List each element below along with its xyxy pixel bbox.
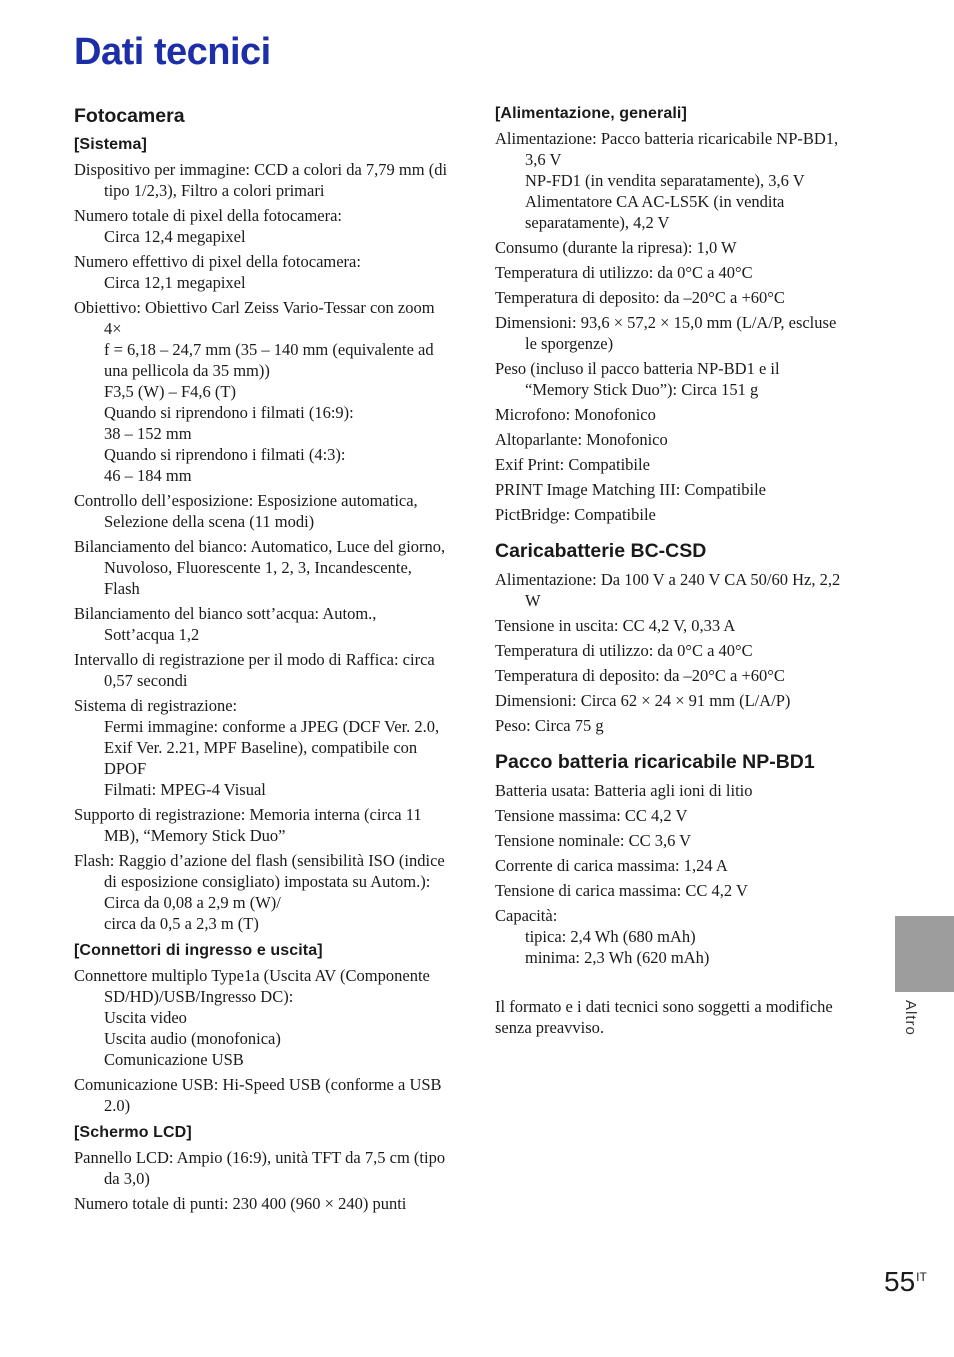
spec-line: Tensione di carica massima: CC 4,2 V <box>495 881 748 900</box>
section-title-batteria: Pacco batteria ricaricabile NP-BD1 <box>495 751 815 773</box>
spec-line: Dimensioni: 93,6 × 57,2 × 15,0 mm (L/A/P, escluse le sporgenze) <box>495 313 837 353</box>
spec-entry <box>74 649 449 691</box>
spec-entry <box>495 479 845 500</box>
spec-line: Capacità: <box>495 906 558 925</box>
spec-entry <box>495 287 845 308</box>
spec-subline: tipica: 2,4 Wh (680 mAh) <box>525 927 696 946</box>
spec-subline: Quando si riprendono i filmati (16:9): <box>104 403 354 422</box>
spec-subline: NP-FD1 (in vendita separatamente), 3,6 V <box>525 171 805 190</box>
spec-line: Altoparlante: Monofonico <box>495 430 668 449</box>
spec-entry <box>495 429 845 450</box>
section-title-caricabatterie: Caricabatterie BC-CSD <box>495 540 707 562</box>
spec-line: Temperatura di deposito: da –20°C a +60°C <box>495 288 785 307</box>
spec-subline: F3,5 (W) – F4,6 (T) <box>104 382 236 401</box>
page-title: Dati tecnici <box>74 31 271 73</box>
spec-entry <box>74 965 449 1070</box>
spec-entry <box>74 297 449 486</box>
spec-line: Temperatura di utilizzo: da 0°C a 40°C <box>495 641 753 660</box>
spec-entry <box>74 490 449 532</box>
spec-subline: 38 – 152 mm <box>104 424 192 443</box>
spec-line: Pannello LCD: Ampio (16:9), unità TFT da 7,5 cm (tipo da 3,0) <box>74 1148 446 1188</box>
list-caricabatterie <box>495 569 845 736</box>
page-number <box>884 1266 927 1298</box>
spec-entry <box>495 404 845 425</box>
spec-line: Dimensioni: Circa 62 × 24 × 91 mm (L/A/P) <box>495 691 791 710</box>
spec-line: Comunicazione USB: Hi-Speed USB (conforme a USB 2.0) <box>74 1075 442 1115</box>
spec-line: Temperatura di utilizzo: da 0°C a 40°C <box>495 263 753 282</box>
list-alimentazione <box>495 128 845 525</box>
list-batteria <box>495 780 845 968</box>
spec-line: Bilanciamento del bianco: Automatico, Luce del giorno, Nuvoloso, Fluorescente 1, 2, 3, Incandescente, Flash <box>74 537 446 598</box>
spec-subline: Filmati: MPEG-4 Visual <box>104 780 266 799</box>
spec-entry <box>495 128 845 233</box>
heading-connettori: [Connettori di ingresso e uscita] <box>74 942 323 959</box>
spec-entry <box>74 205 449 247</box>
page-number-value: 55 <box>884 1266 916 1297</box>
spec-entry <box>74 695 449 800</box>
spec-line: Peso: Circa 75 g <box>495 716 604 735</box>
spec-line: Microfono: Monofonico <box>495 405 656 424</box>
spec-entry <box>74 536 449 599</box>
spec-entry <box>495 880 845 901</box>
spec-line: Peso (incluso il pacco batteria NP-BD1 e il “Memory Stick Duo”): Circa 151 g <box>495 359 780 399</box>
spec-entry <box>74 1147 449 1189</box>
spec-entry <box>495 905 845 968</box>
spec-line: Intervallo di registrazione per il modo di Raffica: circa 0,57 secondi <box>74 650 435 690</box>
spec-entry <box>74 804 449 846</box>
spec-line: Supporto di registrazione: Memoria interna (circa 11 MB), “Memory Stick Duo” <box>74 805 422 845</box>
spec-subline: 46 – 184 mm <box>104 466 192 485</box>
spec-entry <box>495 780 845 801</box>
list-connettori <box>74 965 449 1116</box>
heading-alimentazione: [Alimentazione, generali] <box>495 105 687 122</box>
spec-entry <box>495 665 845 686</box>
spec-entry <box>495 569 845 611</box>
spec-subline: Fermi immagine: conforme a JPEG (DCF Ver. 2.0, Exif Ver. 2.21, MPF Baseline), compatibile con DPOF <box>104 717 440 778</box>
spec-entry <box>495 640 845 661</box>
spec-line: Alimentazione: Pacco batteria ricaricabile NP-BD1, 3,6 V <box>495 129 839 169</box>
spec-entry <box>495 615 845 636</box>
spec-entry <box>495 805 845 826</box>
side-tab-label: Altro <box>902 1000 919 1036</box>
spec-subline: Comunicazione USB <box>104 1050 244 1069</box>
spec-line: Consumo (durante la ripresa): 1,0 W <box>495 238 737 257</box>
list-sistema <box>74 159 449 934</box>
spec-entry <box>495 358 845 400</box>
spec-line: Sistema di registrazione: <box>74 696 238 715</box>
list-schermo-lcd <box>74 1147 449 1214</box>
spec-line: Dispositivo per immagine: CCD a colori da 7,79 mm (di tipo 1/2,3), Filtro a colori primari <box>74 160 448 200</box>
spec-line: Numero totale di punti: 230 400 (960 × 240) punti <box>74 1194 407 1213</box>
side-tab-marker <box>895 916 954 992</box>
disclaimer-note: Il formato e i dati tecnici sono soggetti a modifiche senza preavviso. <box>495 997 833 1037</box>
spec-entry <box>495 855 845 876</box>
spec-entry <box>495 715 845 736</box>
spec-line: Numero effettivo di pixel della fotocamera: <box>74 252 361 271</box>
spec-subline: Alimentatore CA AC-LS5K (in vendita separatamente), 4,2 V <box>525 192 785 232</box>
page-language-suffix: IT <box>916 1269 927 1284</box>
spec-subline: Uscita video <box>104 1008 187 1027</box>
section-title-fotocamera: Fotocamera <box>74 105 185 127</box>
heading-schermo-lcd: [Schermo LCD] <box>74 1124 192 1141</box>
spec-entry <box>74 1074 449 1116</box>
spec-subline: circa da 0,5 a 2,3 m (T) <box>104 914 259 933</box>
spec-subline: Circa da 0,08 a 2,9 m (W)/ <box>104 893 281 912</box>
spec-entry <box>74 251 449 293</box>
spec-entry <box>74 159 449 201</box>
spec-entry <box>495 312 845 354</box>
spec-line: Tensione nominale: CC 3,6 V <box>495 831 692 850</box>
spec-subline: Quando si riprendono i filmati (4:3): <box>104 445 346 464</box>
spec-entry <box>74 850 449 934</box>
spec-line: Tensione massima: CC 4,2 V <box>495 806 688 825</box>
spec-line: PRINT Image Matching III: Compatibile <box>495 480 766 499</box>
spec-subline: minima: 2,3 Wh (620 mAh) <box>525 948 710 967</box>
spec-line: Obiettivo: Obiettivo Carl Zeiss Vario-Tessar con zoom 4× <box>74 298 435 338</box>
spec-line: Controllo dell’esposizione: Esposizione automatica, Selezione della scena (11 modi) <box>74 491 418 531</box>
left-column <box>74 103 449 1218</box>
spec-line: Flash: Raggio d’azione del flash (sensibilità ISO (indice di esposizione consigliato) impostata su Autom.): <box>74 851 445 891</box>
spec-entry <box>74 603 449 645</box>
spec-subline: f = 6,18 – 24,7 mm (35 – 140 mm (equivalente ad una pellicola da 35 mm)) <box>104 340 434 380</box>
spec-entry <box>495 237 845 258</box>
spec-subline: Circa 12,4 megapixel <box>104 227 246 246</box>
right-column <box>495 103 845 1038</box>
spec-entry <box>495 504 845 525</box>
spec-line: Alimentazione: Da 100 V a 240 V CA 50/60 Hz, 2,2 W <box>495 570 841 610</box>
spec-line: Numero totale di pixel della fotocamera: <box>74 206 343 225</box>
spec-entry <box>495 262 845 283</box>
spec-line: Temperatura di deposito: da –20°C a +60°C <box>495 666 785 685</box>
spec-entry <box>495 830 845 851</box>
spec-subline: Uscita audio (monofonica) <box>104 1029 281 1048</box>
spec-line: Batteria usata: Batteria agli ioni di litio <box>495 781 753 800</box>
spec-line: Bilanciamento del bianco sott’acqua: Autom., Sott’acqua 1,2 <box>74 604 377 644</box>
spec-entry <box>495 690 845 711</box>
spec-line: Exif Print: Compatibile <box>495 455 650 474</box>
spec-line: Tensione in uscita: CC 4,2 V, 0,33 A <box>495 616 736 635</box>
heading-sistema: [Sistema] <box>74 136 147 153</box>
spec-line: Corrente di carica massima: 1,24 A <box>495 856 728 875</box>
spec-entry <box>495 454 845 475</box>
spec-line: Connettore multiplo Type1a (Uscita AV (Componente SD/HD)/USB/Ingresso DC): <box>74 966 430 1006</box>
spec-subline: Circa 12,1 megapixel <box>104 273 246 292</box>
spec-line: PictBridge: Compatibile <box>495 505 656 524</box>
spec-entry <box>74 1193 449 1214</box>
